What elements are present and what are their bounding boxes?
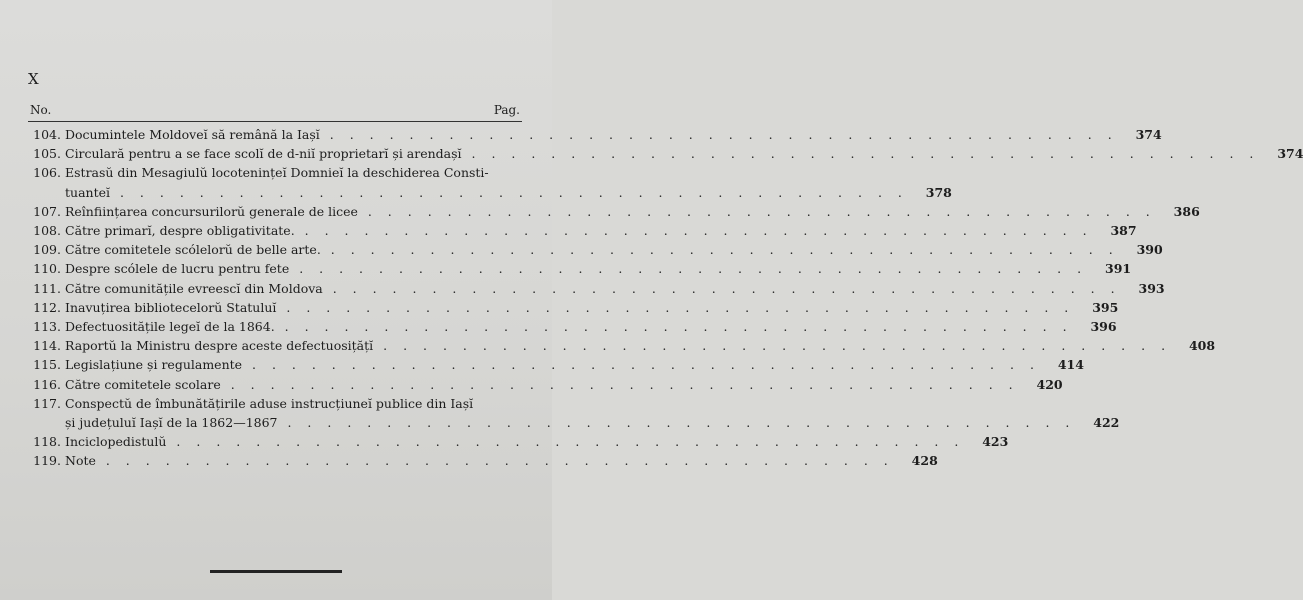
entry-number: 110. <box>33 261 61 277</box>
toc-entry-continuation <box>28 183 952 202</box>
entry-page: 374 <box>1135 127 1162 142</box>
entry-title: Documintele Moldoveĭ să remână la Iașĭ . . . . . . . . . . . . . . . . . . . . . . . . . . . . . . . . . . . . . . . . <box>65 127 1118 142</box>
entry-title: Defectuositățile legeĭ de la 1864. . . . . . . . . . . . . . . . . . . . . . . . . . . . . . . . . . . . . . . . . <box>65 319 1073 335</box>
entry-number: 105. <box>33 146 61 162</box>
entry-title: Circulară pentru a se face scolĭ de d-niĭ proprietarĭ și arendașĭ . . . . . . . . . . . . . . . . . . . . . . . . . . . . . . . . . . . . . . . . <box>65 146 1260 162</box>
toc-entry <box>28 355 1084 374</box>
entry-number: 115. <box>33 357 61 373</box>
leader-dots: . . . . . . . . . . . . . . . . . . . . . . . . . . . . . . . . . . . . . . . . <box>95 453 894 469</box>
toc-entry <box>28 298 1119 317</box>
leader-dots: . . . . . . . . . . . . . . . . . . . . . . . . . . . . . . . . . . . . . . . . <box>220 376 1019 392</box>
entry-title: Către comunitățile evreescĭ din Moldova . . . . . . . . . . . . . . . . . . . . . . . . . . . . . . . . . . . . . . . . <box>65 280 1121 296</box>
entry-page: 423 <box>982 434 1009 450</box>
entry-page: 386 <box>1173 203 1200 219</box>
entry-page: 391 <box>1105 261 1132 277</box>
leader-dots: . . . . . . . . . . . . . . . . . . . . . . . . . . . . . . . . . . . . . . . . <box>289 261 1088 277</box>
closing-rule <box>210 570 342 573</box>
leader-dots: . . . . . . . . . . . . . . . . . . . . . . . . . . . . . . . . . . . . . . . . <box>357 203 1156 219</box>
entry-title: Inciclopedistulŭ . . . . . . . . . . . . . . . . . . . . . . . . . . . . . . . . . . . . . . . . <box>65 434 965 450</box>
toc-entry <box>28 221 1137 240</box>
entry-number: 108. <box>33 223 61 239</box>
leader-dots: . . . . . . . . . . . . . . . . . . . . . . . . . . . . . . . . . . . . . . . . <box>166 434 965 450</box>
toc-entry <box>28 375 1063 394</box>
entry-title-continuation: tuanteĭ . . . . . . . . . . . . . . . . . . . . . . . . . . . . . . . . . . . . . . . . <box>65 184 908 200</box>
entry-number: 111. <box>33 280 61 296</box>
toc-entry <box>28 259 1132 278</box>
toc-entry <box>28 279 1165 298</box>
leader-dots: . . . . . . . . . . . . . . . . . . . . . . . . . . . . . . . . . . . . . . . . <box>319 127 1118 142</box>
entry-title: Legislațiune și regulamente . . . . . . . . . . . . . . . . . . . . . . . . . . . . . . . . . . . . . . . . <box>65 357 1040 373</box>
entry-number: 109. <box>33 242 61 258</box>
leader-dots: . . . . . . . . . . . . . . . . . . . . . . . . . . . . . . . . . . . . . . . . <box>274 319 1073 335</box>
entry-title: Conspectŭ de îmbunătățirile aduse instrucțiuneĭ publice din Iașĭ <box>65 395 474 411</box>
entry-title: Către comitetele scólelorŭ de belle arte. . . . . . . . . . . . . . . . . . . . . . . . . . . . . . . . . . . . . . . . . <box>65 242 1119 258</box>
entry-page: 408 <box>1188 338 1216 354</box>
entry-number: 118. <box>33 434 61 450</box>
entry-title: Reînființarea concursurilorŭ generale de licee . . . . . . . . . . . . . . . . . . . . . . . . . . . . . . . . . . . . . . . . <box>65 203 1156 219</box>
toc-entry-continuation <box>28 413 1120 432</box>
toc-entry <box>28 394 520 413</box>
leader-dots: . . . . . . . . . . . . . . . . . . . . . . . . . . . . . . . . . . . . . . . . <box>322 280 1121 296</box>
toc-entry <box>28 240 1163 259</box>
column-header-number: No. <box>30 103 52 117</box>
entry-page: 393 <box>1138 280 1165 296</box>
entry-number: 107. <box>33 203 61 219</box>
toc-entry <box>28 432 1009 451</box>
entry-page: 420 <box>1036 376 1063 392</box>
entry-title: Note . . . . . . . . . . . . . . . . . . . . . . . . . . . . . . . . . . . . . . . . <box>65 453 894 469</box>
entry-title: Către comitetele scolare . . . . . . . . . . . . . . . . . . . . . . . . . . . . . . . . . . . . . . . . <box>65 376 1019 392</box>
toc-header <box>28 103 520 117</box>
toc-entry <box>28 163 520 182</box>
page-number: X <box>28 70 40 88</box>
entry-page: 374 <box>1277 146 1303 162</box>
entry-page: 395 <box>1092 299 1119 315</box>
entry-number: 106. <box>33 165 61 181</box>
toc-entry <box>28 202 1200 221</box>
entry-title: Estrasŭ din Mesagiulŭ locotenințeĭ Domnieĭ la deschiderea Consti- <box>65 165 489 181</box>
toc-entry <box>28 317 1117 336</box>
entry-number: 104. <box>33 127 61 142</box>
leader-dots: . . . . . . . . . . . . . . . . . . . . . . . . . . . . . . . . . . . . . . . . <box>242 357 1040 373</box>
entry-page: 390 <box>1136 242 1163 258</box>
table-of-contents <box>28 125 1303 471</box>
entry-number: 112. <box>33 299 61 315</box>
leader-dots: . . . . . . . . . . . . . . . . . . . . . . . . . . . . . . . . . . . . . . . . <box>110 184 908 200</box>
entry-page: 396 <box>1090 319 1117 335</box>
entry-title: Despre scólele de lucru pentru fete . . . . . . . . . . . . . . . . . . . . . . . . . . . . . . . . . . . . . . . . <box>65 261 1088 277</box>
entry-number: 117. <box>33 395 61 411</box>
entry-title: Inavuțirea bibliotecelorŭ Statuluĭ . . . . . . . . . . . . . . . . . . . . . . . . . . . . . . . . . . . . . . . . <box>65 299 1075 315</box>
toc-entry <box>28 336 1216 355</box>
entry-title: Către primarĭ, despre obligativitate. . . . . . . . . . . . . . . . . . . . . . . . . . . . . . . . . . . . . . . . . <box>65 223 1093 239</box>
leader-dots: . . . . . . . . . . . . . . . . . . . . . . . . . . . . . . . . . . . . . . . . <box>373 338 1172 354</box>
leader-dots: . . . . . . . . . . . . . . . . . . . . . . . . . . . . . . . . . . . . . . . . <box>294 223 1093 239</box>
entry-number: 116. <box>33 376 61 392</box>
leader-dots: . . . . . . . . . . . . . . . . . . . . . . . . . . . . . . . . . . . . . . . . <box>320 242 1119 258</box>
leader-dots: . . . . . . . . . . . . . . . . . . . . . . . . . . . . . . . . . . . . . . . . <box>461 146 1260 162</box>
entry-page: 414 <box>1057 357 1084 373</box>
entry-title: Raportŭ la Ministru despre aceste defectuosițățĭ . . . . . . . . . . . . . . . . . . . . . . . . . . . . . . . . . . . . . . . . <box>65 338 1172 354</box>
entry-page: 387 <box>1110 223 1137 239</box>
entry-number: 114. <box>33 338 61 354</box>
toc-entry <box>28 125 1162 144</box>
entry-number: 113. <box>33 319 61 335</box>
entry-number: 119. <box>33 453 61 469</box>
column-header-page: Pag. <box>493 103 520 117</box>
entry-page: 428 <box>911 453 938 469</box>
entry-page: 422 <box>1093 415 1120 431</box>
leader-dots: . . . . . . . . . . . . . . . . . . . . . . . . . . . . . . . . . . . . . . . . <box>276 299 1075 315</box>
entry-title-continuation: și județuluĭ Iașĭ de la 1862—1867 . . . . . . . . . . . . . . . . . . . . . . . . . . . . . . . . . . . . . . . . <box>65 415 1076 431</box>
toc-entry <box>28 144 1303 163</box>
header-rule <box>28 121 522 122</box>
toc-entry <box>28 451 938 470</box>
entry-page: 378 <box>925 184 952 200</box>
leader-dots: . . . . . . . . . . . . . . . . . . . . . . . . . . . . . . . . . . . . . . . . <box>277 415 1076 431</box>
